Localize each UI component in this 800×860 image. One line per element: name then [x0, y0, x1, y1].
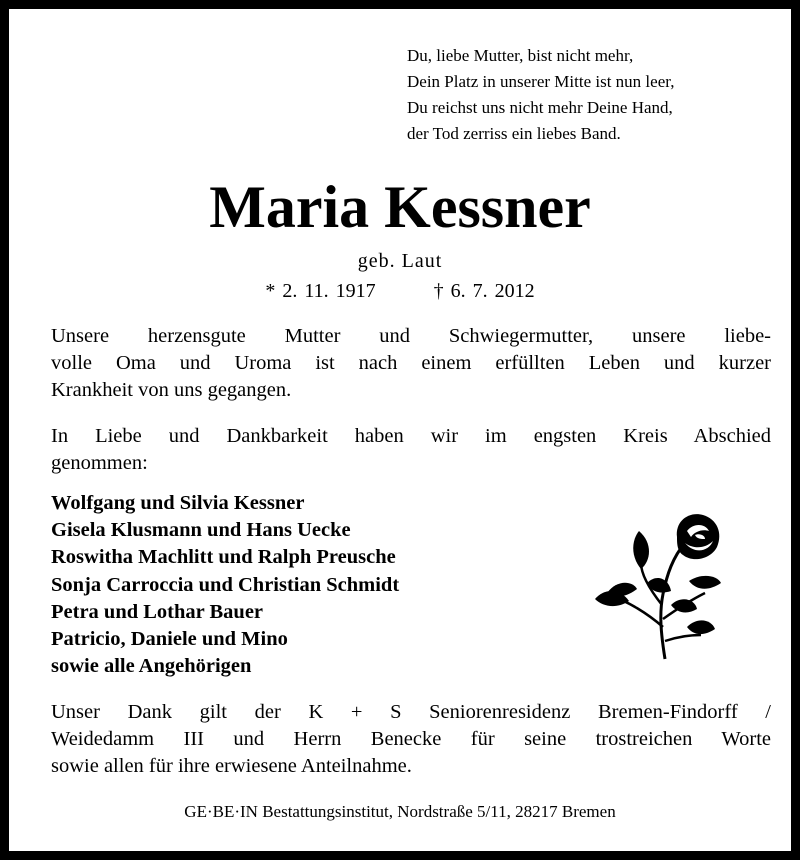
mourner-entry: sowie alle Angehörigen [51, 655, 252, 678]
farewell-paragraph [51, 423, 771, 477]
mourners-list [51, 490, 399, 680]
mourner-entry: Wolfgang und Silvia Kessner [51, 492, 305, 514]
death-date: † 6. 7. 2012 [433, 280, 535, 302]
poem-line: Du reichst uns nicht mehr Deine Hand, [407, 98, 673, 117]
mourner-entry: Roswitha Machlitt und Ralph Preusche [51, 546, 396, 569]
poem-line: Du, liebe Mutter, bist nicht mehr, [407, 46, 634, 65]
deceased-name: Maria Kessner [209, 174, 591, 240]
paragraph-line: volle Oma und Uroma ist nach einem erfüllten Leben und kurzer [51, 352, 771, 374]
mourner-entry: Sonja Carroccia und Christian Schmidt [51, 573, 400, 596]
rose-icon [589, 509, 729, 669]
poem [407, 43, 674, 147]
announcement-paragraph [51, 323, 771, 404]
birth-date: * 2. 11. 1917 [265, 280, 376, 302]
mourner-entry: Gisela Klusmann und Hans Uecke [51, 519, 351, 542]
poem-line: der Tod zerriss ein liebes Band. [407, 124, 621, 143]
thanks-paragraph [51, 699, 771, 780]
paragraph-line: sowie allen für ihre erwiesene Anteilnahme. [51, 755, 412, 777]
paragraph-line: Unser Dank gilt der K + S Seniorenresidenz Bremen-Findorff / [51, 701, 771, 723]
paragraph-line: genommen: [51, 452, 148, 474]
poem-line: Dein Platz in unserer Mitte ist nun leer, [407, 72, 675, 91]
mourner-entry: Petra und Lothar Bauer [51, 600, 264, 623]
funeral-home-footer: GE·BE·IN Bestattungsinstitut, Nordstraße 5/11, 28217 Bremen [184, 802, 616, 821]
paragraph-line: Unsere herzensgute Mutter und Schwiegermutter, unsere liebe- [51, 325, 771, 347]
paragraph-line: Weidedamm III und Herrn Benecke für seine trostreichen Worte [51, 728, 771, 750]
mourner-entry: Patricio, Daniele und Mino [51, 628, 288, 651]
paragraph-line: Krankheit von uns gegangen. [51, 379, 292, 401]
life-dates [9, 277, 791, 305]
paragraph-line: In Liebe und Dankbarkeit haben wir im engsten Kreis Abschied [51, 425, 771, 447]
maiden-name: geb. Laut [357, 250, 443, 272]
